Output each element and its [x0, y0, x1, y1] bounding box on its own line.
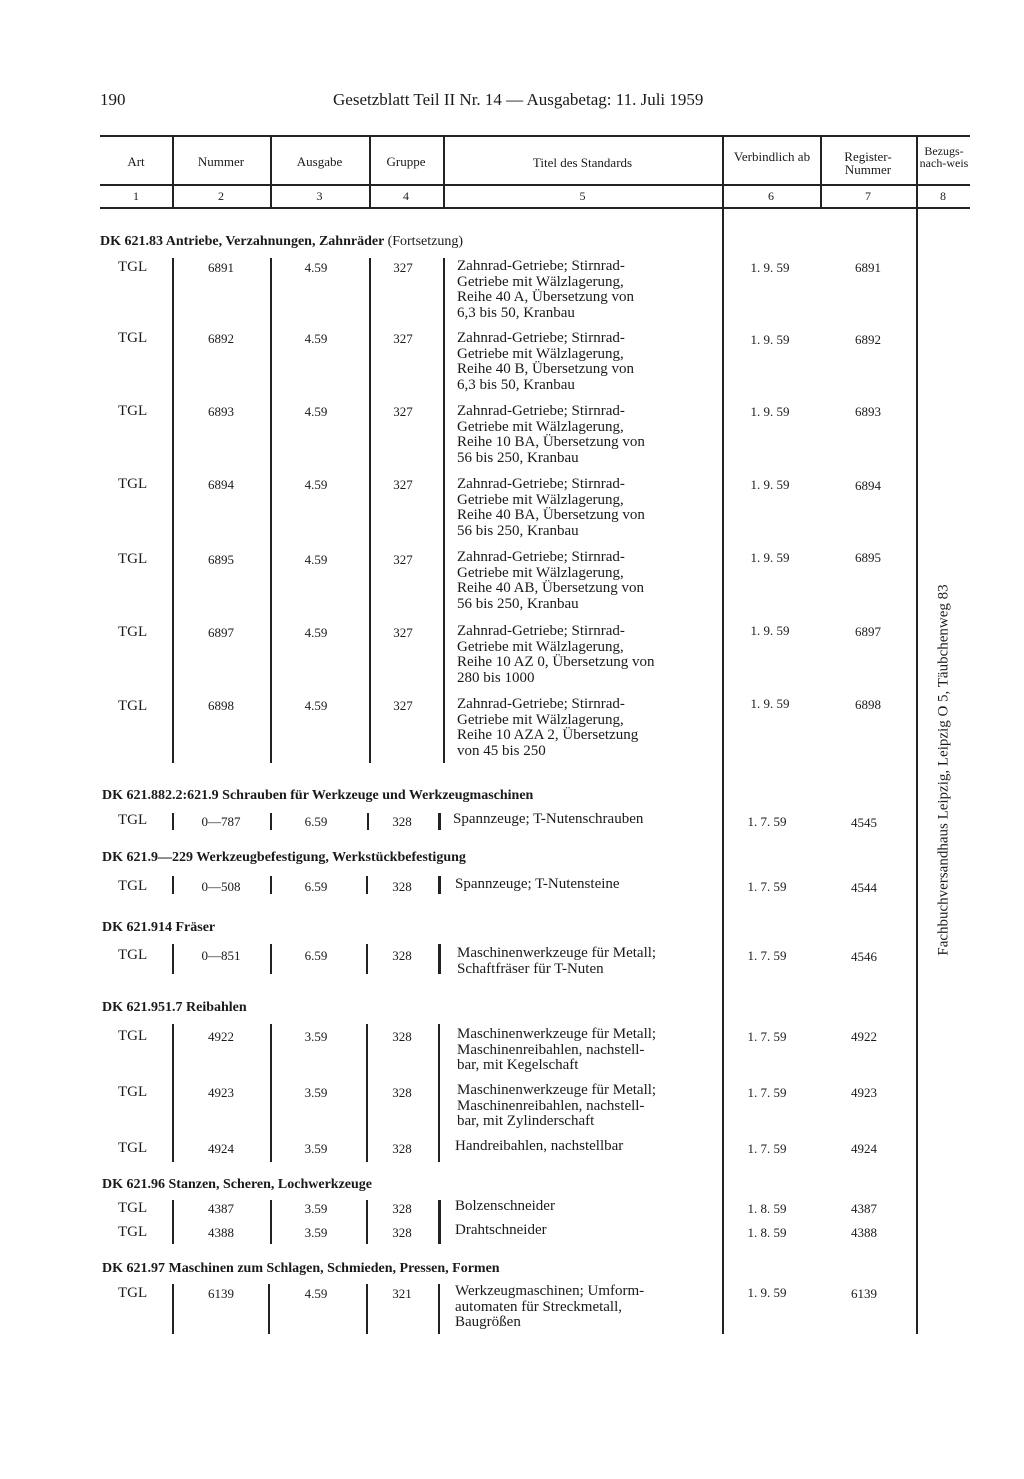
- section-name: Schrauben für Werkzeuge und Werkzeugmaschinen: [222, 788, 534, 803]
- art-cell: TGL: [118, 403, 148, 419]
- nummer-cell: 6891: [208, 260, 234, 275]
- title-line: 56 bis 250, Kranbau: [457, 522, 579, 539]
- col-num-8: 8: [940, 189, 946, 203]
- nummer-cell: 6895: [208, 552, 234, 567]
- col-header-titel: Titel des Standards: [532, 155, 633, 170]
- col-num-2: 2: [218, 189, 224, 203]
- verbindlich-cell: 1. 9. 59: [750, 260, 790, 275]
- col-header-nummer: Nummer: [197, 154, 245, 169]
- art-cell: TGL: [118, 1200, 148, 1216]
- title-cell: [457, 624, 654, 686]
- verbindlich-cell: 1. 9. 59: [750, 332, 790, 347]
- title-line: bar, mit Zylinderschaft: [457, 1113, 595, 1129]
- ausgabe-cell: 6.59: [304, 948, 328, 963]
- title-line: Maschinenreibahlen, nachstell-: [457, 1041, 645, 1058]
- gruppe-cell: 327: [393, 625, 413, 640]
- ausgabe-cell: 4.59: [304, 331, 328, 346]
- nummer-cell: 6893: [208, 404, 234, 419]
- register-cell: 4924: [851, 1141, 877, 1156]
- register-cell: 4387: [851, 1201, 877, 1216]
- title-line: Zahnrad-Getriebe; Stirnrad-: [457, 696, 625, 712]
- col-header-verbindlich: Verbindlich ab: [733, 149, 811, 164]
- col-num-5: 5: [579, 189, 586, 203]
- ausgabe-cell: 3.59: [304, 1201, 328, 1216]
- section-name: Stanzen, Scheren, Lochwerkzeuge: [168, 1177, 372, 1192]
- gruppe-cell: 328: [392, 879, 412, 894]
- title-line: Schaftfräser für T-Nuten: [457, 960, 604, 977]
- art-cell: TGL: [118, 1285, 148, 1301]
- nummer-cell: 4924: [208, 1141, 234, 1156]
- title-cell: [455, 1284, 644, 1331]
- divider-verbindlich: [722, 209, 724, 1334]
- col-num-7: 7: [865, 189, 871, 203]
- section-heading: [102, 1177, 372, 1193]
- section-name: Werkzeugbefestigung, Werkstückbefestigung: [196, 850, 466, 865]
- verbindlich-cell: 1. 9. 59: [750, 404, 790, 419]
- title-line: Zahnrad-Getriebe; Stirnrad-: [457, 623, 625, 639]
- title-line: 56 bis 250, Kranbau: [457, 595, 579, 612]
- gruppe-cell: 328: [392, 1029, 412, 1044]
- gruppe-cell: 327: [393, 698, 413, 713]
- ausgabe-cell: 4.59: [304, 260, 328, 275]
- title-line: Baugrößen: [455, 1314, 521, 1330]
- art-cell: TGL: [118, 476, 148, 492]
- ausgabe-cell: 4.59: [304, 552, 328, 567]
- register-cell: 6897: [855, 624, 881, 639]
- ausgabe-cell: 4.59: [304, 1286, 328, 1301]
- gruppe-cell: 328: [392, 948, 412, 963]
- title-line: Getriebe mit Wälzlagerung,: [457, 273, 624, 290]
- nummer-cell: 0—787: [201, 814, 241, 829]
- verbindlich-cell: 1. 7. 59: [747, 814, 787, 829]
- title-cell: [455, 1139, 623, 1155]
- verbindlich-cell: 1. 7. 59: [747, 948, 787, 963]
- title-line: Spannzeuge; T-Nutensteine: [455, 876, 620, 892]
- title-line: Reihe 40 A, Übersetzung von: [457, 289, 635, 305]
- ausgabe-cell: 4.59: [304, 404, 328, 419]
- title-line: Maschinenwerkzeuge für Metall;: [457, 945, 657, 961]
- title-line: Zahnrad-Getriebe; Stirnrad-: [457, 403, 625, 419]
- section-code: DK 621.914: [102, 920, 172, 935]
- title-line: Werkzeugmaschinen; Umform-: [455, 1283, 645, 1299]
- title-line: Drahtschneider: [455, 1222, 547, 1238]
- title-cell: [457, 259, 634, 321]
- title-line: 6,3 bis 50, Kranbau: [457, 376, 575, 393]
- section-name: Reibahlen: [186, 1000, 247, 1015]
- title-line: Maschinenwerkzeuge für Metall;: [457, 1026, 657, 1042]
- gruppe-cell: 321: [392, 1286, 412, 1301]
- title-line: Maschinenreibahlen, nachstell-: [457, 1097, 645, 1114]
- section-heading: [102, 850, 466, 866]
- title-cell: [457, 1083, 656, 1130]
- title-line: Zahnrad-Getriebe; Stirnrad-: [457, 330, 625, 346]
- art-cell: TGL: [118, 878, 148, 894]
- section-heading: [102, 788, 533, 804]
- ausgabe-cell: 4.59: [304, 477, 328, 492]
- art-cell: TGL: [118, 259, 148, 275]
- title-line: Reihe 10 AZA 2, Übersetzung: [457, 727, 639, 743]
- verbindlich-cell: 1. 9. 59: [750, 696, 790, 711]
- col-header-gruppe: Gruppe: [386, 154, 426, 169]
- art-cell: TGL: [118, 1140, 148, 1156]
- verbindlich-cell: 1. 9. 59: [750, 477, 790, 492]
- art-cell: TGL: [118, 1084, 148, 1100]
- verbindlich-cell: 1. 8. 59: [747, 1201, 787, 1216]
- title-line: 6,3 bis 50, Kranbau: [457, 304, 575, 321]
- nummer-cell: 6898: [208, 698, 234, 713]
- title-line: Getriebe mit Wälzlagerung,: [457, 418, 624, 435]
- verbindlich-cell: 1. 7. 59: [747, 879, 787, 894]
- nummer-cell: 6897: [208, 625, 234, 640]
- art-cell: TGL: [118, 551, 148, 567]
- section-code: DK 621.83: [100, 234, 163, 249]
- art-cell: TGL: [118, 330, 148, 346]
- nummer-cell: 6892: [208, 331, 234, 346]
- section-name: Antriebe, Verzahnungen, Zahnräder: [165, 234, 385, 249]
- art-cell: TGL: [118, 812, 148, 828]
- register-cell: 4544: [851, 880, 877, 895]
- art-cell: TGL: [118, 947, 148, 963]
- section-heading: [100, 234, 463, 250]
- register-cell: 6892: [855, 332, 881, 347]
- col-num-1: 1: [133, 189, 139, 203]
- section-name: Fräser: [175, 920, 216, 935]
- title-cell: [453, 812, 643, 828]
- title-line: Spannzeuge; T-Nutenschrauben: [453, 811, 644, 827]
- register-cell: 4545: [851, 815, 877, 830]
- title-cell: [455, 877, 620, 893]
- register-cell: 6893: [855, 404, 881, 419]
- section-code: DK 621.96: [102, 1177, 165, 1192]
- gruppe-cell: 327: [393, 260, 413, 275]
- section-heading: [102, 1261, 500, 1277]
- art-cell: TGL: [118, 624, 148, 640]
- register-cell: 4546: [851, 949, 877, 964]
- gruppe-cell: 327: [393, 477, 413, 492]
- gruppe-cell: 328: [392, 1141, 412, 1156]
- register-cell: 4923: [851, 1085, 877, 1100]
- title-line: Zahnrad-Getriebe; Stirnrad-: [457, 258, 625, 274]
- col-header-register: Register-Nummer: [844, 149, 892, 177]
- ausgabe-cell: 6.59: [304, 879, 328, 894]
- register-cell: 6895: [855, 550, 881, 565]
- title-line: 56 bis 250, Kranbau: [457, 449, 579, 466]
- ausgabe-cell: 3.59: [304, 1141, 328, 1156]
- ausgabe-cell: 4.59: [304, 698, 328, 713]
- gruppe-cell: 327: [393, 552, 413, 567]
- title-line: bar, mit Kegelschaft: [457, 1057, 579, 1073]
- section-heading: [102, 1000, 247, 1016]
- verbindlich-cell: 1. 9. 59: [750, 623, 790, 638]
- title-line: Zahnrad-Getriebe; Stirnrad-: [457, 476, 625, 492]
- verbindlich-cell: 1. 7. 59: [747, 1029, 787, 1044]
- nummer-cell: 6894: [208, 477, 234, 492]
- title-line: Getriebe mit Wälzlagerung,: [457, 491, 624, 508]
- side-publisher-text: Fachbuchversandhaus Leipzig, Leipzig O 5, Täubchenweg 83: [935, 584, 952, 956]
- col-header-bezug: Bezugs-nach-weis: [919, 144, 969, 170]
- gruppe-cell: 328: [392, 814, 412, 829]
- title-line: Reihe 40 AB, Übersetzung von: [457, 580, 645, 596]
- title-line: Reihe 40 BA, Übersetzung von: [457, 507, 645, 523]
- col-header-art: Art: [127, 154, 145, 169]
- verbindlich-cell: 1. 9. 59: [747, 1285, 787, 1300]
- verbindlich-cell: 1. 7. 59: [747, 1085, 787, 1100]
- title-line: Reihe 10 BA, Übersetzung von: [457, 434, 645, 450]
- page-number: 190: [100, 90, 126, 109]
- gruppe-cell: 328: [392, 1085, 412, 1100]
- divider-bezug: [916, 209, 918, 1334]
- register-cell: 6139: [851, 1286, 877, 1301]
- nummer-cell: 4922: [208, 1029, 234, 1044]
- title-cell: [457, 697, 638, 759]
- nummer-cell: 4388: [208, 1225, 234, 1240]
- register-cell: 6894: [855, 478, 881, 493]
- col-header-ausgabe: Ausgabe: [296, 154, 343, 169]
- title-line: Bolzenschneider: [455, 1198, 555, 1214]
- register-cell: 6891: [855, 260, 881, 275]
- title-cell: [457, 331, 634, 393]
- section-code: DK 621.882.2:621.9: [102, 788, 219, 803]
- title-cell: [455, 1223, 547, 1239]
- title-cell: [457, 1027, 656, 1074]
- section-code: DK 621.97: [102, 1261, 165, 1276]
- title-line: 280 bis 1000: [457, 669, 535, 686]
- register-cell: 6898: [855, 697, 881, 712]
- gruppe-cell: 327: [393, 331, 413, 346]
- page-header-title: Gesetzblatt Teil II Nr. 14 — Ausgabetag: 11. Juli 1959: [333, 90, 704, 109]
- verbindlich-cell: 1. 9. 59: [750, 550, 790, 565]
- ausgabe-cell: 4.59: [304, 625, 328, 640]
- ausgabe-cell: 6.59: [304, 814, 328, 829]
- title-line: Getriebe mit Wälzlagerung,: [457, 638, 624, 655]
- nummer-cell: 6139: [208, 1286, 234, 1301]
- art-cell: TGL: [118, 1224, 148, 1240]
- col-num-4: 4: [403, 189, 409, 203]
- title-cell: [457, 550, 644, 612]
- title-line: automaten für Streckmetall,: [455, 1298, 623, 1315]
- verbindlich-cell: 1. 7. 59: [747, 1141, 787, 1156]
- title-line: von 45 bis 250: [457, 742, 546, 759]
- title-line: Zahnrad-Getriebe; Stirnrad-: [457, 549, 625, 565]
- nummer-cell: 4387: [208, 1201, 234, 1216]
- nummer-cell: 4923: [208, 1085, 234, 1100]
- art-cell: TGL: [118, 1028, 148, 1044]
- section-heading: [102, 920, 215, 936]
- title-line: Reihe 10 AZ 0, Übersetzung von: [457, 654, 655, 670]
- section-code: DK 621.9—229: [102, 850, 193, 865]
- title-line: Reihe 40 B, Übersetzung von: [457, 361, 635, 377]
- nummer-cell: 0—508: [201, 879, 241, 894]
- section-name: Maschinen zum Schlagen, Schmieden, Pressen, Formen: [168, 1261, 500, 1276]
- verbindlich-cell: 1. 8. 59: [747, 1225, 787, 1240]
- section-code: DK 621.951.7: [102, 1000, 183, 1015]
- art-cell: TGL: [118, 698, 148, 714]
- title-line: Getriebe mit Wälzlagerung,: [457, 345, 624, 362]
- section-suffix: (Fortsetzung): [387, 234, 463, 249]
- title-line: Handreibahlen, nachstellbar: [455, 1138, 624, 1154]
- title-cell: [457, 477, 645, 539]
- col-num-6: 6: [768, 189, 774, 203]
- ausgabe-cell: 3.59: [304, 1085, 328, 1100]
- register-cell: 4922: [851, 1029, 877, 1044]
- register-cell: 4388: [851, 1225, 877, 1240]
- ausgabe-cell: 3.59: [304, 1029, 328, 1044]
- gruppe-cell: 328: [392, 1225, 412, 1240]
- title-line: Getriebe mit Wälzlagerung,: [457, 711, 624, 728]
- title-cell: [457, 404, 645, 466]
- gruppe-cell: 328: [392, 1201, 412, 1216]
- col-num-3: 3: [316, 189, 323, 203]
- title-cell: [457, 946, 656, 977]
- title-line: Maschinenwerkzeuge für Metall;: [457, 1082, 657, 1098]
- title-line: Getriebe mit Wälzlagerung,: [457, 564, 624, 581]
- gruppe-cell: 327: [393, 404, 413, 419]
- title-cell: [455, 1199, 555, 1215]
- nummer-cell: 0—851: [201, 948, 241, 963]
- ausgabe-cell: 3.59: [304, 1225, 328, 1240]
